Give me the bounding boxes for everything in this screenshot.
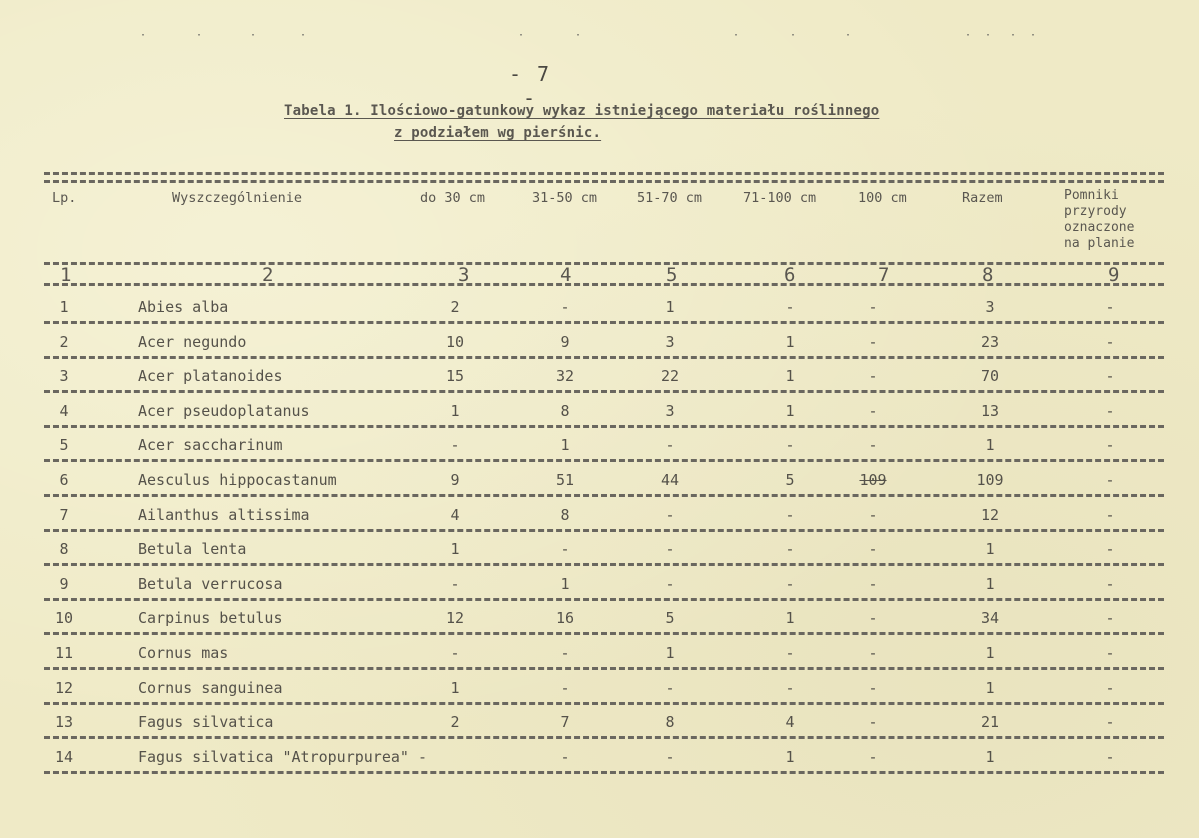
cell-lp: 9 bbox=[59, 574, 69, 593]
cell-name: Acer saccharinum bbox=[138, 436, 283, 455]
cell-name: Acer negundo bbox=[138, 332, 247, 351]
cell-31-50: 8 bbox=[560, 505, 570, 524]
scan-dots: · · · · · · · · · · · · · bbox=[140, 30, 1037, 41]
cell-do-30: 1 bbox=[450, 540, 460, 559]
cell-razem: 13 bbox=[980, 401, 1000, 420]
cell-lp: 4 bbox=[59, 401, 69, 420]
cell-razem: 1 bbox=[985, 678, 995, 697]
header-pomniki-l2: przyrody bbox=[1064, 204, 1127, 219]
cell-51-70: - bbox=[665, 574, 675, 593]
cell-71-100: 1 bbox=[785, 609, 795, 628]
cell-pomniki: - bbox=[1105, 713, 1115, 732]
cell-51-70: 22 bbox=[660, 367, 680, 386]
rule-colnum-bottom bbox=[44, 283, 1164, 286]
cell-razem: 70 bbox=[980, 367, 1000, 386]
cell-pomniki: - bbox=[1105, 574, 1115, 593]
cell-lp: 7 bbox=[59, 505, 69, 524]
table-row bbox=[0, 740, 1199, 774]
row-rule bbox=[44, 459, 1164, 462]
cell-100: - bbox=[868, 505, 878, 524]
table-row bbox=[0, 290, 1199, 324]
cell-51-70: - bbox=[665, 540, 675, 559]
cell-100: - bbox=[868, 609, 878, 628]
cell-do-30: 12 bbox=[445, 609, 465, 628]
row-rule bbox=[44, 667, 1164, 670]
cell-do-30: - bbox=[450, 574, 460, 593]
cell-pomniki: - bbox=[1105, 540, 1115, 559]
cell-do-30: 9 bbox=[450, 471, 460, 489]
header-pomniki-l3: oznaczone bbox=[1064, 220, 1135, 235]
header-pomniki-l4: na planie bbox=[1064, 236, 1135, 251]
cell-pomniki: - bbox=[1105, 471, 1115, 489]
cell-51-70: 1 bbox=[665, 298, 675, 316]
cell-razem: 1 bbox=[985, 574, 995, 593]
cell-31-50: - bbox=[560, 540, 570, 559]
cell-100: - bbox=[868, 678, 878, 697]
cell-name: Aesculus hippocastanum bbox=[138, 471, 337, 489]
row-rule bbox=[44, 356, 1164, 359]
cell-51-70: - bbox=[665, 678, 675, 697]
cell-razem: 12 bbox=[980, 505, 1000, 524]
colnum-9: 9 bbox=[1108, 264, 1120, 286]
cell-71-100: - bbox=[785, 540, 795, 559]
cell-71-100: 5 bbox=[785, 471, 795, 489]
cell-100: 109 bbox=[859, 471, 887, 489]
row-rule bbox=[44, 425, 1164, 428]
cell-31-50: - bbox=[560, 678, 570, 697]
table-row bbox=[0, 567, 1199, 601]
cell-pomniki: - bbox=[1105, 367, 1115, 386]
cell-31-50: 51 bbox=[555, 471, 575, 489]
rule-colnum-top bbox=[44, 262, 1164, 265]
cell-100: - bbox=[868, 298, 878, 316]
cell-51-70: - bbox=[665, 436, 675, 455]
cell-name: Abies alba bbox=[138, 298, 229, 316]
cell-71-100: - bbox=[785, 644, 795, 662]
colnum-1: 1 bbox=[60, 264, 72, 286]
page-number: - 7 - bbox=[508, 62, 552, 110]
cell-71-100: - bbox=[785, 298, 795, 316]
cell-100: - bbox=[868, 644, 878, 662]
rule-top-2 bbox=[44, 180, 1164, 183]
cell-lp: 14 bbox=[54, 747, 74, 766]
cell-100: - bbox=[868, 713, 878, 732]
header-100: 100 cm bbox=[858, 190, 907, 206]
cell-71-100: - bbox=[785, 505, 795, 524]
cell-do-30: - bbox=[450, 436, 460, 455]
table-title-line1: Tabela 1. Ilościowo-gatunkowy wykaz istniejącego materiału roślinnego bbox=[284, 103, 880, 119]
cell-pomniki: - bbox=[1105, 401, 1115, 420]
table-row bbox=[0, 532, 1199, 566]
cell-razem: 21 bbox=[980, 713, 1000, 732]
cell-name: Fagus silvatica bbox=[138, 713, 274, 732]
cell-31-50: - bbox=[560, 644, 570, 662]
header-51-70: 51-70 cm bbox=[637, 190, 703, 206]
cell-lp: 5 bbox=[59, 436, 69, 455]
cell-51-70: 3 bbox=[665, 401, 675, 420]
row-rule bbox=[44, 321, 1164, 324]
cell-lp: 11 bbox=[54, 644, 74, 662]
cell-pomniki: - bbox=[1105, 332, 1115, 351]
cell-51-70: - bbox=[665, 505, 675, 524]
cell-100: - bbox=[868, 747, 878, 766]
colnum-5: 5 bbox=[666, 264, 678, 286]
table-row bbox=[0, 601, 1199, 635]
cell-razem: 3 bbox=[985, 298, 995, 316]
table-row bbox=[0, 428, 1199, 462]
header-razem: Razem bbox=[962, 190, 1003, 206]
colnum-8: 8 bbox=[982, 264, 994, 286]
row-rule bbox=[44, 494, 1164, 497]
cell-name: Betula verrucosa bbox=[138, 574, 283, 593]
cell-100: - bbox=[868, 540, 878, 559]
cell-71-100: 1 bbox=[785, 367, 795, 386]
colnum-3: 3 bbox=[458, 264, 470, 286]
row-rule bbox=[44, 702, 1164, 705]
cell-100: - bbox=[868, 367, 878, 386]
cell-pomniki: - bbox=[1105, 678, 1115, 697]
cell-name: Ailanthus altissima bbox=[138, 505, 310, 524]
cell-razem: 109 bbox=[976, 471, 1004, 489]
cell-name: Cornus sanguinea bbox=[138, 678, 283, 697]
cell-lp: 3 bbox=[59, 367, 69, 386]
table-title bbox=[284, 103, 879, 141]
table-row bbox=[0, 671, 1199, 705]
rule-top bbox=[44, 172, 1164, 175]
cell-do-30: 15 bbox=[445, 367, 465, 386]
cell-lp: 13 bbox=[54, 713, 74, 732]
header-name: Wyszczególnienie bbox=[172, 190, 303, 206]
header-do-30: do 30 cm bbox=[420, 190, 486, 206]
cell-pomniki: - bbox=[1105, 747, 1115, 766]
cell-71-100: - bbox=[785, 574, 795, 593]
cell-do-30: - bbox=[450, 644, 460, 662]
cell-do-30: 4 bbox=[450, 505, 460, 524]
row-rule bbox=[44, 598, 1164, 601]
cell-31-50: 7 bbox=[560, 713, 570, 732]
cell-name: Cornus mas bbox=[138, 644, 229, 662]
colnum-7: 7 bbox=[878, 264, 890, 286]
row-rule bbox=[44, 563, 1164, 566]
cell-31-50: 9 bbox=[560, 332, 570, 351]
cell-lp: 6 bbox=[59, 471, 69, 489]
cell-51-70: 3 bbox=[665, 332, 675, 351]
cell-100: - bbox=[868, 574, 878, 593]
cell-do-30: 10 bbox=[445, 332, 465, 351]
cell-71-100: 1 bbox=[785, 401, 795, 420]
cell-pomniki: - bbox=[1105, 505, 1115, 524]
cell-lp: 8 bbox=[59, 540, 69, 559]
colnum-6: 6 bbox=[784, 264, 796, 286]
cell-razem: 1 bbox=[985, 747, 995, 766]
cell-do-30: 1 bbox=[450, 678, 460, 697]
cell-pomniki: - bbox=[1105, 644, 1115, 662]
cell-51-70: 1 bbox=[665, 644, 675, 662]
cell-name: Carpinus betulus bbox=[138, 609, 283, 628]
header-pomniki-l1: Pomniki bbox=[1064, 188, 1119, 203]
table-row bbox=[0, 636, 1199, 670]
cell-do-30: 2 bbox=[450, 713, 460, 732]
cell-lp: 10 bbox=[54, 609, 74, 628]
cell-71-100: - bbox=[785, 678, 795, 697]
cell-51-70: 5 bbox=[665, 609, 675, 628]
header-lp: Lp. bbox=[52, 190, 77, 206]
table-row bbox=[0, 705, 1199, 739]
cell-do-30: 1 bbox=[450, 401, 460, 420]
cell-51-70: - bbox=[665, 747, 675, 766]
row-rule bbox=[44, 390, 1164, 393]
cell-razem: 1 bbox=[985, 540, 995, 559]
cell-31-50: 1 bbox=[560, 436, 570, 455]
cell-razem: 23 bbox=[980, 332, 1000, 351]
cell-31-50: 8 bbox=[560, 401, 570, 420]
cell-71-100: 1 bbox=[785, 747, 795, 766]
table-row bbox=[0, 325, 1199, 359]
cell-pomniki: - bbox=[1105, 609, 1115, 628]
cell-100: - bbox=[868, 332, 878, 351]
cell-do-30: 2 bbox=[450, 298, 460, 316]
cell-100: - bbox=[868, 401, 878, 420]
cell-71-100: 1 bbox=[785, 332, 795, 351]
cell-razem: 34 bbox=[980, 609, 1000, 628]
cell-51-70: 8 bbox=[665, 713, 675, 732]
cell-pomniki: - bbox=[1105, 298, 1115, 316]
row-rule bbox=[44, 771, 1164, 774]
cell-31-50: - bbox=[560, 747, 570, 766]
table-row bbox=[0, 498, 1199, 532]
cell-31-50: 16 bbox=[555, 609, 575, 628]
cell-31-50: 32 bbox=[555, 367, 575, 386]
colnum-4: 4 bbox=[560, 264, 572, 286]
row-rule bbox=[44, 736, 1164, 739]
cell-lp: 12 bbox=[54, 678, 74, 697]
row-rule bbox=[44, 632, 1164, 635]
table-row bbox=[0, 394, 1199, 428]
cell-31-50: - bbox=[560, 298, 570, 316]
cell-name: Acer pseudoplatanus bbox=[138, 401, 310, 420]
table-title-line2: z podziałem wg pierśnic. bbox=[394, 125, 602, 141]
cell-100: - bbox=[868, 436, 878, 455]
cell-razem: 1 bbox=[985, 436, 995, 455]
cell-lp: 1 bbox=[59, 298, 69, 316]
cell-71-100: - bbox=[785, 436, 795, 455]
row-rule bbox=[44, 529, 1164, 532]
cell-razem: 1 bbox=[985, 644, 995, 662]
cell-name: Betula lenta bbox=[138, 540, 247, 559]
header-31-50: 31-50 cm bbox=[532, 190, 598, 206]
cell-51-70: 44 bbox=[660, 471, 680, 489]
cell-pomniki: - bbox=[1105, 436, 1115, 455]
cell-71-100: 4 bbox=[785, 713, 795, 732]
header-pomniki bbox=[1064, 188, 1134, 252]
cell-31-50: 1 bbox=[560, 574, 570, 593]
colnum-2: 2 bbox=[262, 264, 274, 286]
cell-name: Acer platanoides bbox=[138, 367, 283, 386]
header-71-100: 71-100 cm bbox=[743, 190, 817, 206]
cell-name: Fagus silvatica "Atropurpurea" - bbox=[138, 747, 427, 766]
table-row bbox=[0, 359, 1199, 393]
cell-lp: 2 bbox=[59, 332, 69, 351]
table-row bbox=[0, 463, 1199, 497]
